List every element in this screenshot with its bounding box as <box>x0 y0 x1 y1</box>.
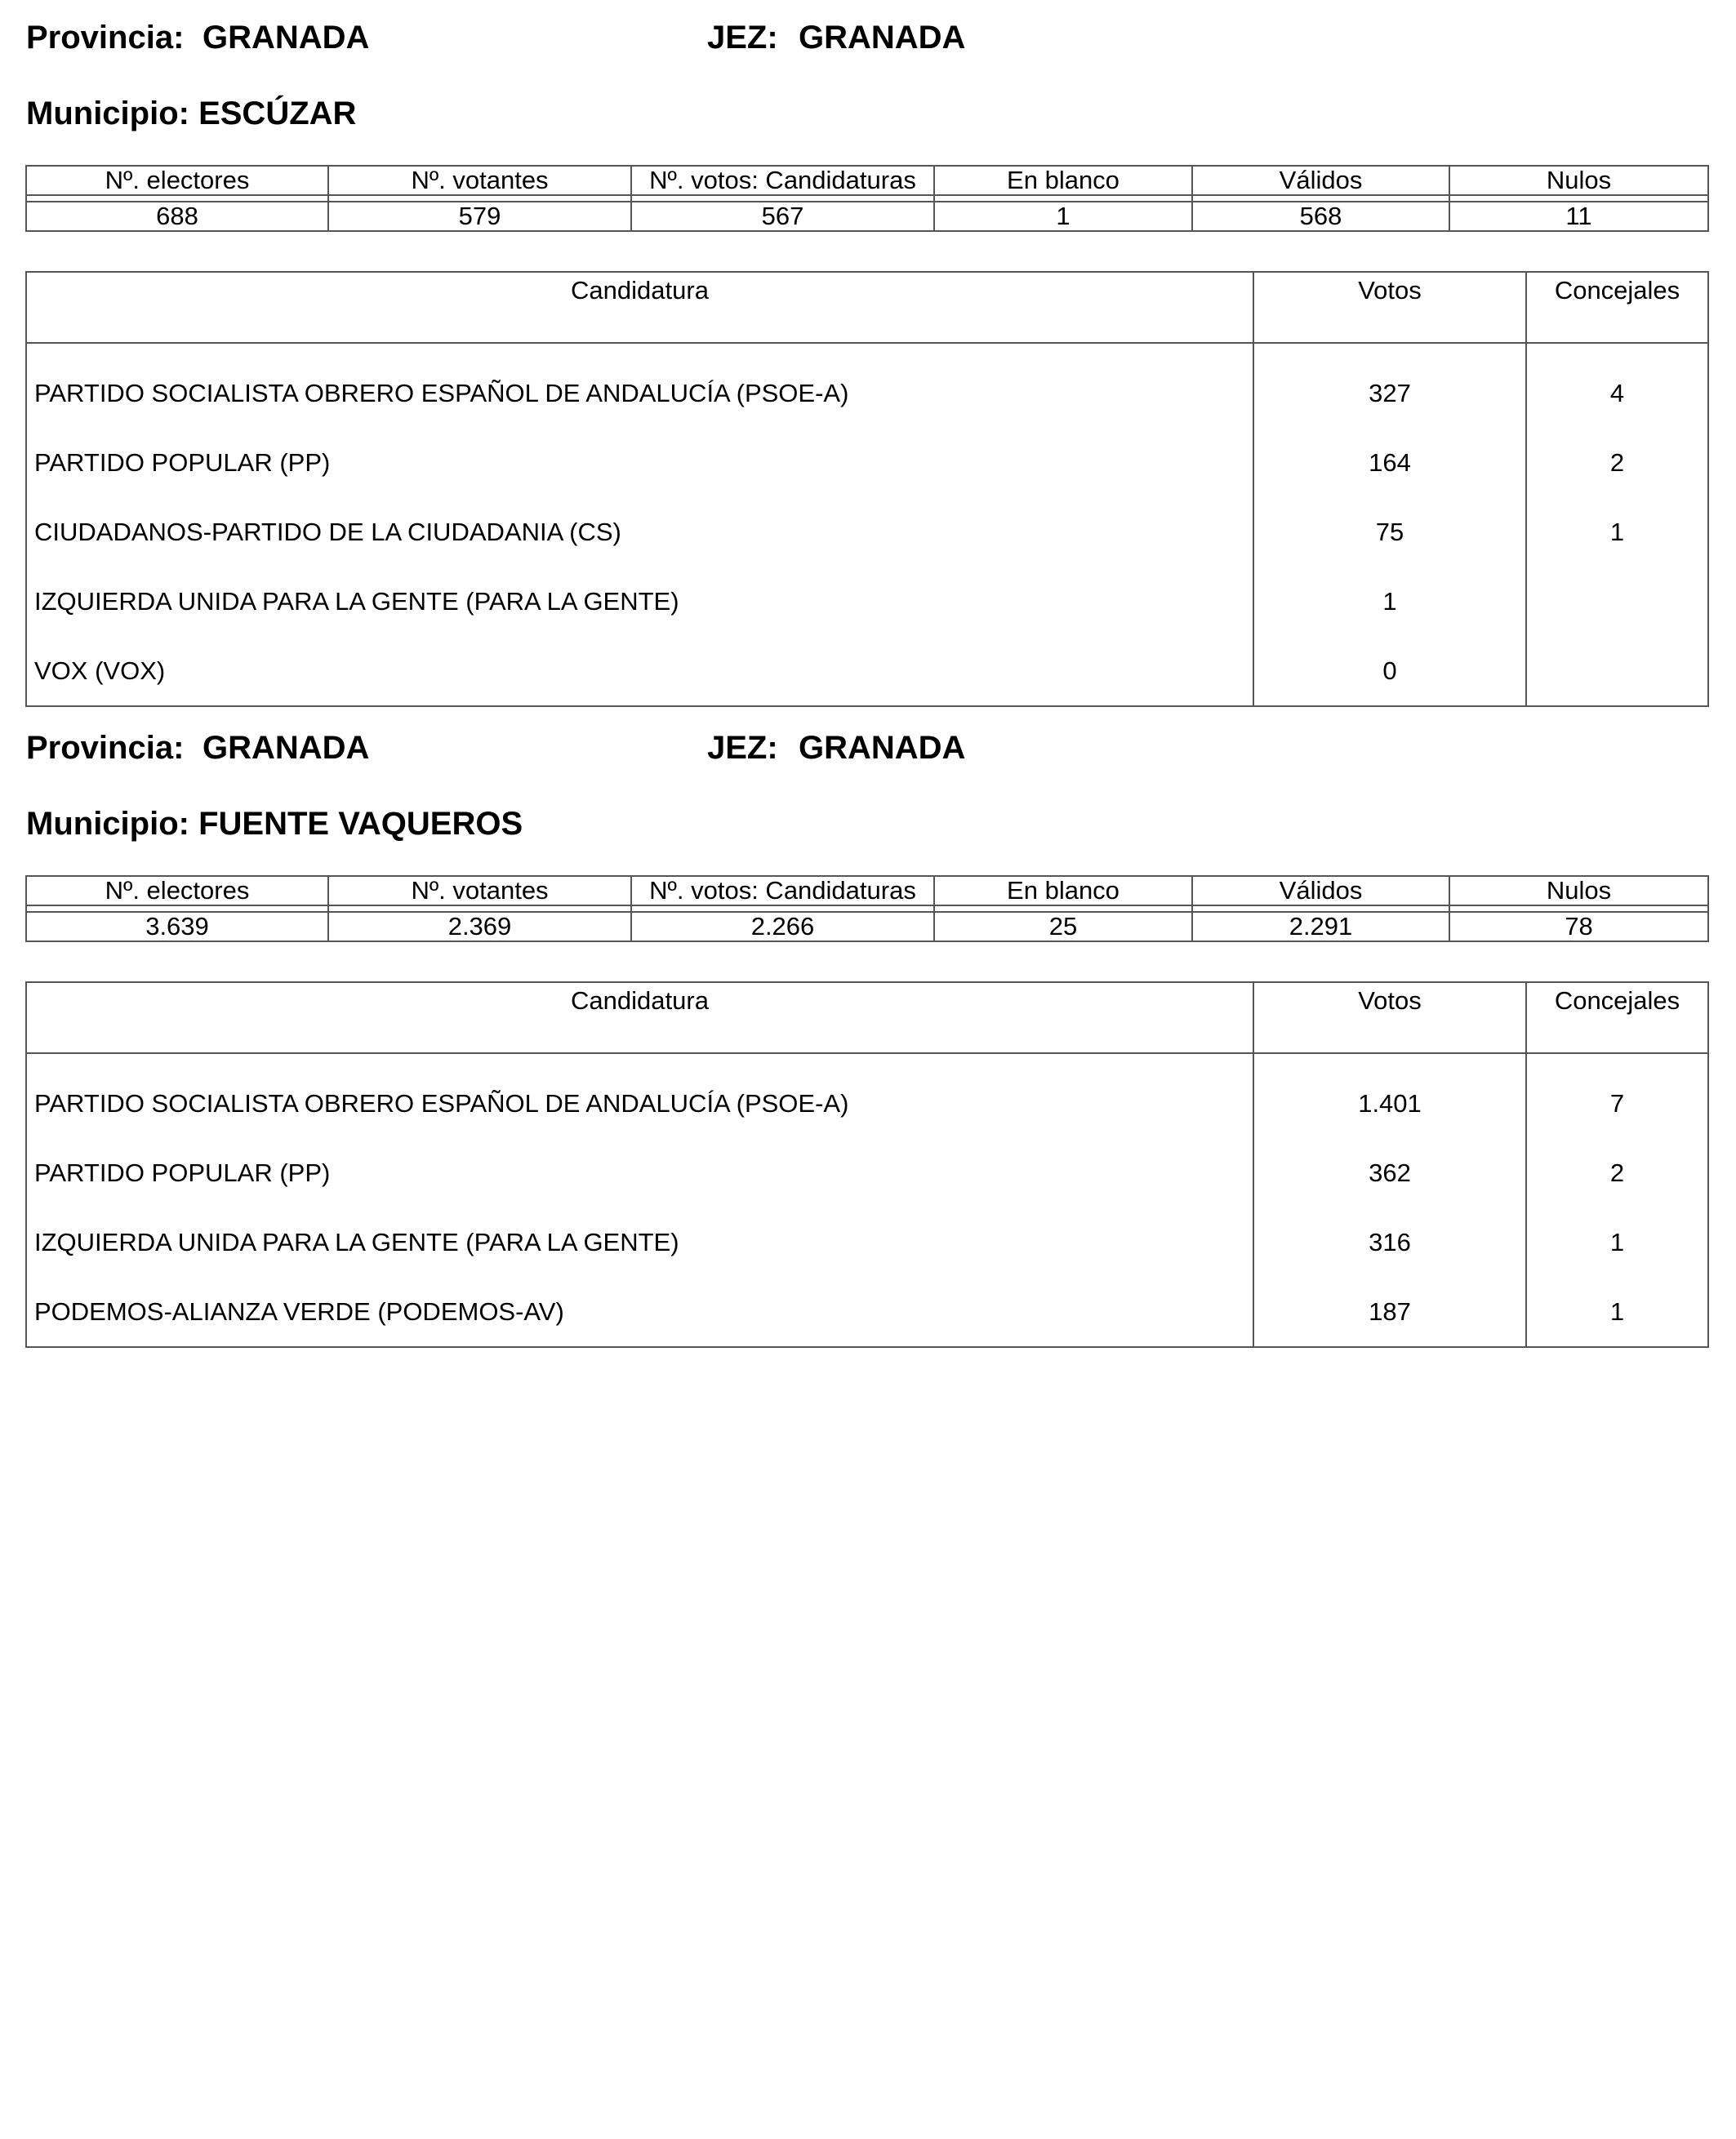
table-row <box>26 343 1708 428</box>
votos-value: 75 <box>1253 497 1526 567</box>
table-row <box>26 567 1708 636</box>
table-row <box>26 636 1708 706</box>
table-row <box>26 428 1708 497</box>
candidatura-name: VOX (VOX) <box>26 636 1253 706</box>
table-row <box>26 1277 1708 1347</box>
summary-header-cell: Nº. electores <box>26 876 328 905</box>
summary-value-cell: 567 <box>631 202 934 231</box>
candidatura-name: IZQUIERDA UNIDA PARA LA GENTE (PARA LA GENTE) <box>26 567 1253 636</box>
candidatura-name: CIUDADANOS-PARTIDO DE LA CIUDADANIA (CS) <box>26 497 1253 567</box>
candidatura-name: PODEMOS-ALIANZA VERDE (PODEMOS-AV) <box>26 1277 1253 1347</box>
summary-value-cell: 579 <box>328 202 631 231</box>
candidatura-name: PARTIDO SOCIALISTA OBRERO ESPAÑOL DE ANDALUCÍA (PSOE-A) <box>26 343 1253 428</box>
candidatura-header: Candidatura <box>26 982 1253 1053</box>
provincia-label: Provincia: <box>26 730 185 766</box>
concejales-value: 1 <box>1526 1207 1708 1277</box>
summary-value-cell: 568 <box>1192 202 1449 231</box>
concejales-value: 2 <box>1526 428 1708 497</box>
summary-header-cell: Válidos <box>1192 876 1449 905</box>
candidatura-header-row <box>26 982 1708 1053</box>
concejales-value: 4 <box>1526 343 1708 428</box>
concejales-header: Concejales <box>1526 272 1708 343</box>
votos-value: 327 <box>1253 343 1526 428</box>
summary-header-row <box>26 876 1708 905</box>
candidatura-table <box>25 981 1709 1348</box>
jez-label: JEZ: <box>707 20 778 56</box>
summary-header-cell: Válidos <box>1192 166 1449 195</box>
jez-value: GRANADA <box>799 20 966 56</box>
table-row <box>26 497 1708 567</box>
jez-label: JEZ: <box>707 730 778 766</box>
summary-value-cell: 1 <box>934 202 1192 231</box>
summary-value-cell: 688 <box>26 202 328 231</box>
provincia-label: Provincia: <box>26 20 185 56</box>
summary-table <box>25 875 1709 942</box>
candidatura-table <box>25 271 1709 707</box>
summary-header-row <box>26 166 1708 195</box>
jez-value: GRANADA <box>799 730 966 766</box>
table-row <box>26 1138 1708 1207</box>
table-row <box>26 1207 1708 1277</box>
summary-value-cell: 2.369 <box>328 912 631 941</box>
provincia-value: GRANADA <box>203 20 370 56</box>
candidatura-name: PARTIDO SOCIALISTA OBRERO ESPAÑOL DE ANDALUCÍA (PSOE-A) <box>26 1053 1253 1138</box>
summary-value-row <box>26 912 1708 941</box>
concejales-value: 1 <box>1526 497 1708 567</box>
concejales-value: 2 <box>1526 1138 1708 1207</box>
candidatura-header-row <box>26 272 1708 343</box>
votos-value: 316 <box>1253 1207 1526 1277</box>
summary-value-row <box>26 202 1708 231</box>
summary-header-cell: Nº. electores <box>26 166 328 195</box>
summary-header-cell: Nº. votantes <box>328 166 631 195</box>
summary-value-cell: 11 <box>1449 202 1708 231</box>
summary-value-cell: 2.266 <box>631 912 934 941</box>
summary-value-cell: 78 <box>1449 912 1708 941</box>
summary-header-cell: Nulos <box>1449 166 1708 195</box>
concejales-value <box>1526 567 1708 636</box>
votos-header: Votos <box>1253 982 1526 1053</box>
summary-value-cell: 3.639 <box>26 912 328 941</box>
votos-value: 0 <box>1253 636 1526 706</box>
candidatura-name: PARTIDO POPULAR (PP) <box>26 1138 1253 1207</box>
summary-value-cell: 2.291 <box>1192 912 1449 941</box>
municipio-title: Municipio: FUENTE VAQUEROS <box>26 806 523 842</box>
votos-value: 1.401 <box>1253 1053 1526 1138</box>
summary-header-cell: Nulos <box>1449 876 1708 905</box>
concejales-value: 7 <box>1526 1053 1708 1138</box>
summary-header-cell: En blanco <box>934 166 1192 195</box>
candidatura-header: Candidatura <box>26 272 1253 343</box>
summary-value-cell: 25 <box>934 912 1192 941</box>
municipio-title: Municipio: ESCÚZAR <box>26 96 357 131</box>
votos-value: 1 <box>1253 567 1526 636</box>
candidatura-name: PARTIDO POPULAR (PP) <box>26 428 1253 497</box>
votos-value: 164 <box>1253 428 1526 497</box>
provincia-value: GRANADA <box>203 730 370 766</box>
votos-header: Votos <box>1253 272 1526 343</box>
table-row <box>26 1053 1708 1138</box>
summary-header-cell: Nº. votos: Candidaturas <box>631 876 934 905</box>
summary-header-cell: Nº. votos: Candidaturas <box>631 166 934 195</box>
summary-table <box>25 165 1709 232</box>
votos-value: 187 <box>1253 1277 1526 1347</box>
concejales-header: Concejales <box>1526 982 1708 1053</box>
votos-value: 362 <box>1253 1138 1526 1207</box>
summary-header-cell: Nº. votantes <box>328 876 631 905</box>
concejales-value: 1 <box>1526 1277 1708 1347</box>
summary-header-cell: En blanco <box>934 876 1192 905</box>
concejales-value <box>1526 636 1708 706</box>
candidatura-name: IZQUIERDA UNIDA PARA LA GENTE (PARA LA GENTE) <box>26 1207 1253 1277</box>
